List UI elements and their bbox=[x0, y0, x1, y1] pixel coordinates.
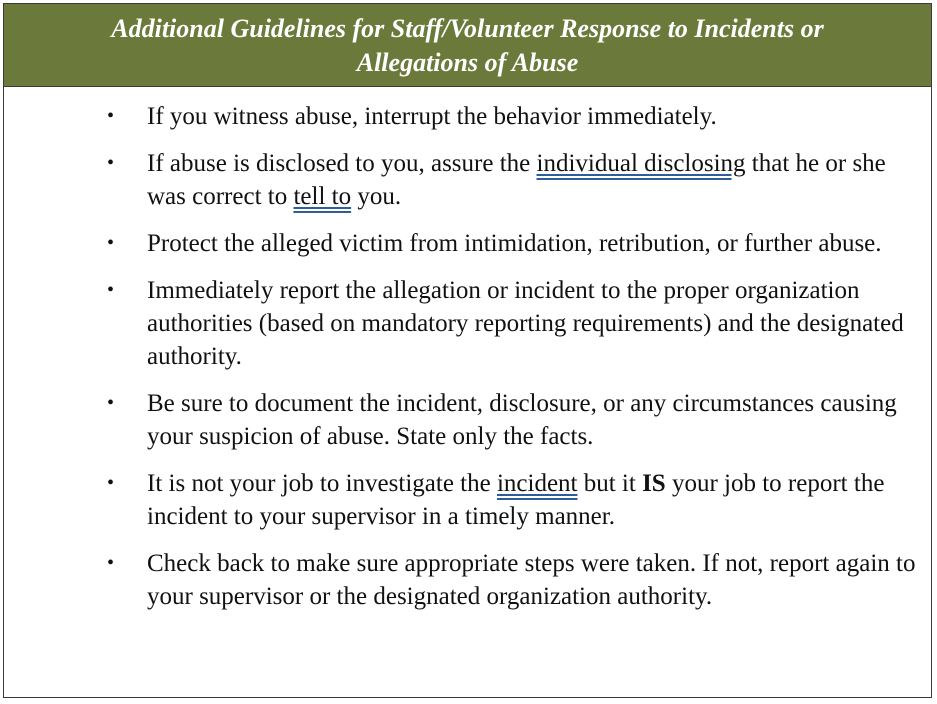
guideline-text-part: If abuse is disclosed to you, assure the bbox=[147, 150, 537, 177]
guideline-text-part: you. bbox=[351, 183, 402, 210]
bullet-icon: • bbox=[107, 279, 115, 301]
guideline-item-disclosure bbox=[4, 147, 931, 213]
guideline-item-investigate bbox=[4, 467, 931, 533]
guideline-text: Protect the alleged victim from intimidation, retribution, or further abuse. bbox=[147, 230, 882, 257]
bullet-icon: • bbox=[107, 105, 115, 127]
guideline-item-protect bbox=[4, 227, 931, 260]
guideline-item-document bbox=[4, 387, 931, 453]
header-title-line-2: Allegations of Abuse bbox=[356, 48, 579, 77]
bullet-icon: • bbox=[107, 392, 115, 414]
underlined-phrase: tell to bbox=[293, 183, 352, 210]
guidelines-list bbox=[4, 100, 931, 627]
guideline-text: Immediately report the allegation or incident to the proper organization authorities (based on mandatory reporting requirements) and the designated authority. bbox=[147, 277, 904, 370]
guideline-text: Be sure to document the incident, disclosure, or any circumstances causing your suspicion of abuse. State only the facts. bbox=[147, 390, 897, 450]
underlined-phrase: individual disclosing bbox=[536, 150, 746, 177]
bullet-icon: • bbox=[107, 552, 115, 574]
emphasis-text: IS bbox=[642, 470, 666, 497]
header-title-line-1: Additional Guidelines for Staff/Volunteer Response to Incidents or bbox=[111, 14, 824, 43]
guideline-text-part: that he or she was correct to bbox=[147, 150, 886, 210]
guideline-item-report bbox=[4, 274, 931, 373]
bullet-icon: • bbox=[107, 232, 115, 254]
guideline-text: Check back to make sure appropriate steps were taken. If not, report again to your supervisor or the designated organization authority. bbox=[147, 550, 916, 610]
guideline-item-witness bbox=[4, 100, 931, 133]
guideline-text-part: your job to report the incident to your supervisor in a timely manner. bbox=[147, 470, 885, 530]
bullet-icon: • bbox=[107, 472, 115, 494]
guideline-text-part: It is not your job to investigate the bbox=[147, 470, 497, 497]
guideline-text: If you witness abuse, interrupt the behavior immediately. bbox=[147, 103, 717, 130]
guidelines-box bbox=[3, 3, 932, 698]
guidelines-header bbox=[4, 4, 931, 87]
guideline-item-follow-up bbox=[4, 547, 931, 613]
guideline-text-part: but it bbox=[577, 470, 643, 497]
underlined-phrase: incident bbox=[496, 470, 578, 497]
bullet-icon: • bbox=[107, 152, 115, 174]
